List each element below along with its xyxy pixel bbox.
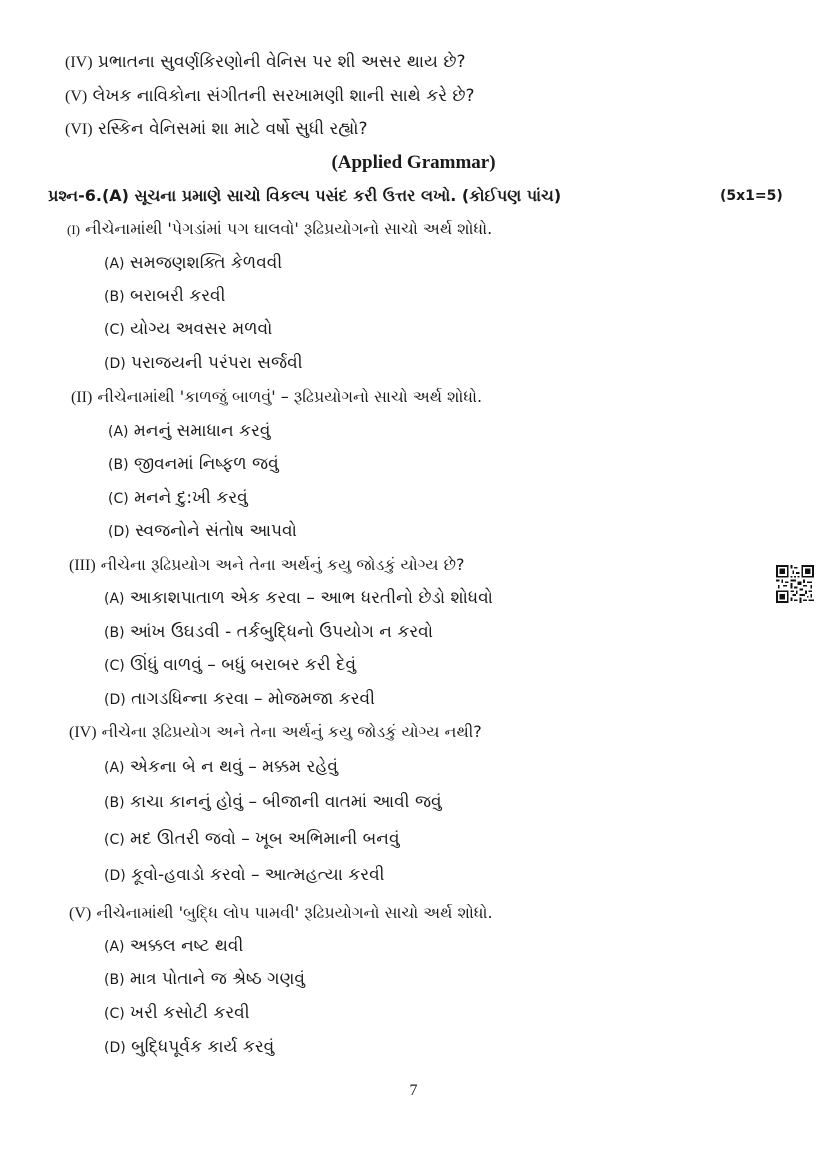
option-letter: (A) [104, 760, 125, 776]
question-number: (VI) [65, 121, 93, 138]
subquestion [71, 386, 482, 409]
subquestion-text: નીચેના રૂઢિપ્રયોગ અને તેના અર્થનું કયુ જોડકું યોગ્ય નથી? [101, 722, 482, 741]
option-letter: (C) [104, 1006, 125, 1022]
option-text: સમજણશક્તિ કેળવવી [129, 253, 283, 273]
option-text: મનને દુ:ખી કરવું [134, 488, 248, 508]
option [104, 252, 282, 275]
option-letter: (B) [104, 795, 125, 811]
question-text: પ્રભાતના સુવર્ણકિરણોની વેનિસ પર શી અસર થાય છે? [97, 52, 466, 72]
option-text: આકાશપાતાળ એક કરવા – આભ ધરતીનો છેડો શોધવો [129, 588, 493, 608]
option-text: પરાજયની પરંપરા સર્જવી [131, 353, 303, 373]
option-letter: (A) [104, 256, 125, 272]
question-text: રસ્કિન વેનિસમાં શા માટે વર્ષો સુધી રહ્યો? [97, 119, 368, 139]
reading-question [65, 51, 466, 74]
subquestion-text: નીચેના રૂઢિપ્રયોગ અને તેના અર્થનું કયુ જોડકું યોગ્ય છે? [100, 555, 465, 574]
subquestion [67, 218, 492, 241]
option-text: ખરી કસોટી કરવી [130, 1003, 250, 1023]
option-letter: (B) [104, 625, 125, 641]
subquestion-number: (III) [69, 557, 96, 574]
option-text: બુદ્ધિપૂર્વક કાર્ય કરવું [131, 1037, 275, 1057]
option-text: તાગડધિન્ના કરવા – મોજમજા કરવી [131, 689, 375, 709]
qr-code-icon [776, 565, 814, 603]
option-text: કાચા કાનનું હોવું – બીજાની વાતમાં આવી જવું [129, 792, 442, 812]
option-text: કૂવો-હવાડો કરવો – આત્મહત્યા કરવી [131, 865, 385, 885]
option-letter: (A) [104, 591, 125, 607]
question-6-marks: (5x1=5) [720, 188, 783, 204]
option-text: સ્વજનોને સંતોષ આપવો [135, 521, 297, 541]
subquestion-number: (II) [71, 389, 93, 406]
option [108, 420, 270, 443]
option-letter: (C) [104, 322, 125, 338]
subquestion-text: નીચેનામાંથી 'બુદ્ધિ લોપ પામવી' રૂઢિપ્રયોગનો સાચો અર્થ શોધો. [96, 903, 493, 922]
option-letter: (B) [108, 457, 129, 473]
option-text: માત્ર પોતાને જ શ્રેષ્ઠ ગણવું [129, 969, 305, 989]
option-text: અક્કલ નષ્ટ થવી [129, 936, 244, 956]
subquestion-number: (V) [69, 905, 92, 922]
option [104, 968, 305, 991]
option [104, 654, 356, 677]
option [104, 352, 303, 375]
subquestion-number: (I) [67, 222, 80, 237]
subquestion-text: નીચેનામાંથી 'કાળજું બાળવું' – રૂઢિપ્રયોગનો સાચો અર્થ શોધો. [97, 387, 483, 406]
option [104, 1036, 274, 1059]
option-letter: (D) [108, 524, 130, 540]
subquestion [69, 902, 493, 925]
option [104, 285, 226, 308]
option [104, 828, 400, 851]
option-letter: (D) [104, 356, 126, 372]
option-letter: (D) [104, 868, 126, 884]
option-text: ઊંધું વાળવું – બધું બરાબર કરી દેવું [130, 655, 357, 675]
section-heading: (Applied Grammar) [331, 152, 496, 173]
option [104, 1002, 250, 1025]
option-letter: (B) [104, 289, 125, 305]
option-text: બરાબરી કરવી [129, 286, 226, 306]
question-number: (IV) [65, 54, 93, 71]
option-letter: (A) [104, 939, 125, 955]
option [108, 520, 297, 543]
page-number: 7 [409, 1082, 418, 1099]
option-text: જીવનમાં નિષ્ફળ જવું [133, 454, 279, 474]
subquestion [69, 721, 482, 744]
question-text: લેખક નાવિકોના સંગીતની સરખામણી શાની સાથે કરે છે? [92, 86, 475, 106]
option-text: આંખ ઉઘડવી - તર્કબુદ્ધિનો ઉપયોગ ન કરવો [129, 622, 433, 642]
subquestion [69, 554, 464, 577]
option [104, 756, 338, 779]
option-text: એકના બે ન થવું – મક્કમ રહેવું [129, 757, 339, 777]
subquestion-text: નીચેનામાંથી 'પેગડાંમાં પગ ઘાલવો' રૂઢિપ્રયોગનો સાચો અર્થ શોધો. [85, 219, 493, 238]
option-text: મનનું સમાધાન કરવું [133, 421, 271, 441]
option-letter: (C) [108, 491, 129, 507]
option-letter: (D) [104, 692, 126, 708]
reading-question [65, 85, 475, 108]
option [104, 864, 385, 887]
option-letter: (D) [104, 1040, 126, 1056]
option [104, 935, 243, 958]
option-letter: (A) [108, 424, 129, 440]
option-text: યોગ્ય અવસર મળવો [130, 319, 273, 339]
question-number: (V) [65, 88, 88, 105]
option [104, 688, 375, 711]
reading-question [65, 118, 368, 141]
option [104, 318, 272, 341]
option-letter: (B) [104, 972, 125, 988]
subquestion-number: (IV) [69, 724, 97, 741]
option [108, 453, 279, 476]
option [108, 487, 248, 510]
option [104, 791, 442, 814]
question-6-heading: પ્રશ્ન-6.(A) સૂચના પ્રમાણે સાચો વિકલ્પ પસંદ કરી ઉત્તર લખો. (કોઈપણ પાંચ) [48, 186, 562, 205]
option-letter: (C) [104, 658, 125, 674]
option [104, 587, 493, 610]
option-letter: (C) [104, 832, 125, 848]
option [104, 621, 433, 644]
option-text: મદ ઊતરી જવો – ખૂબ અભિમાની બનવું [130, 829, 400, 849]
